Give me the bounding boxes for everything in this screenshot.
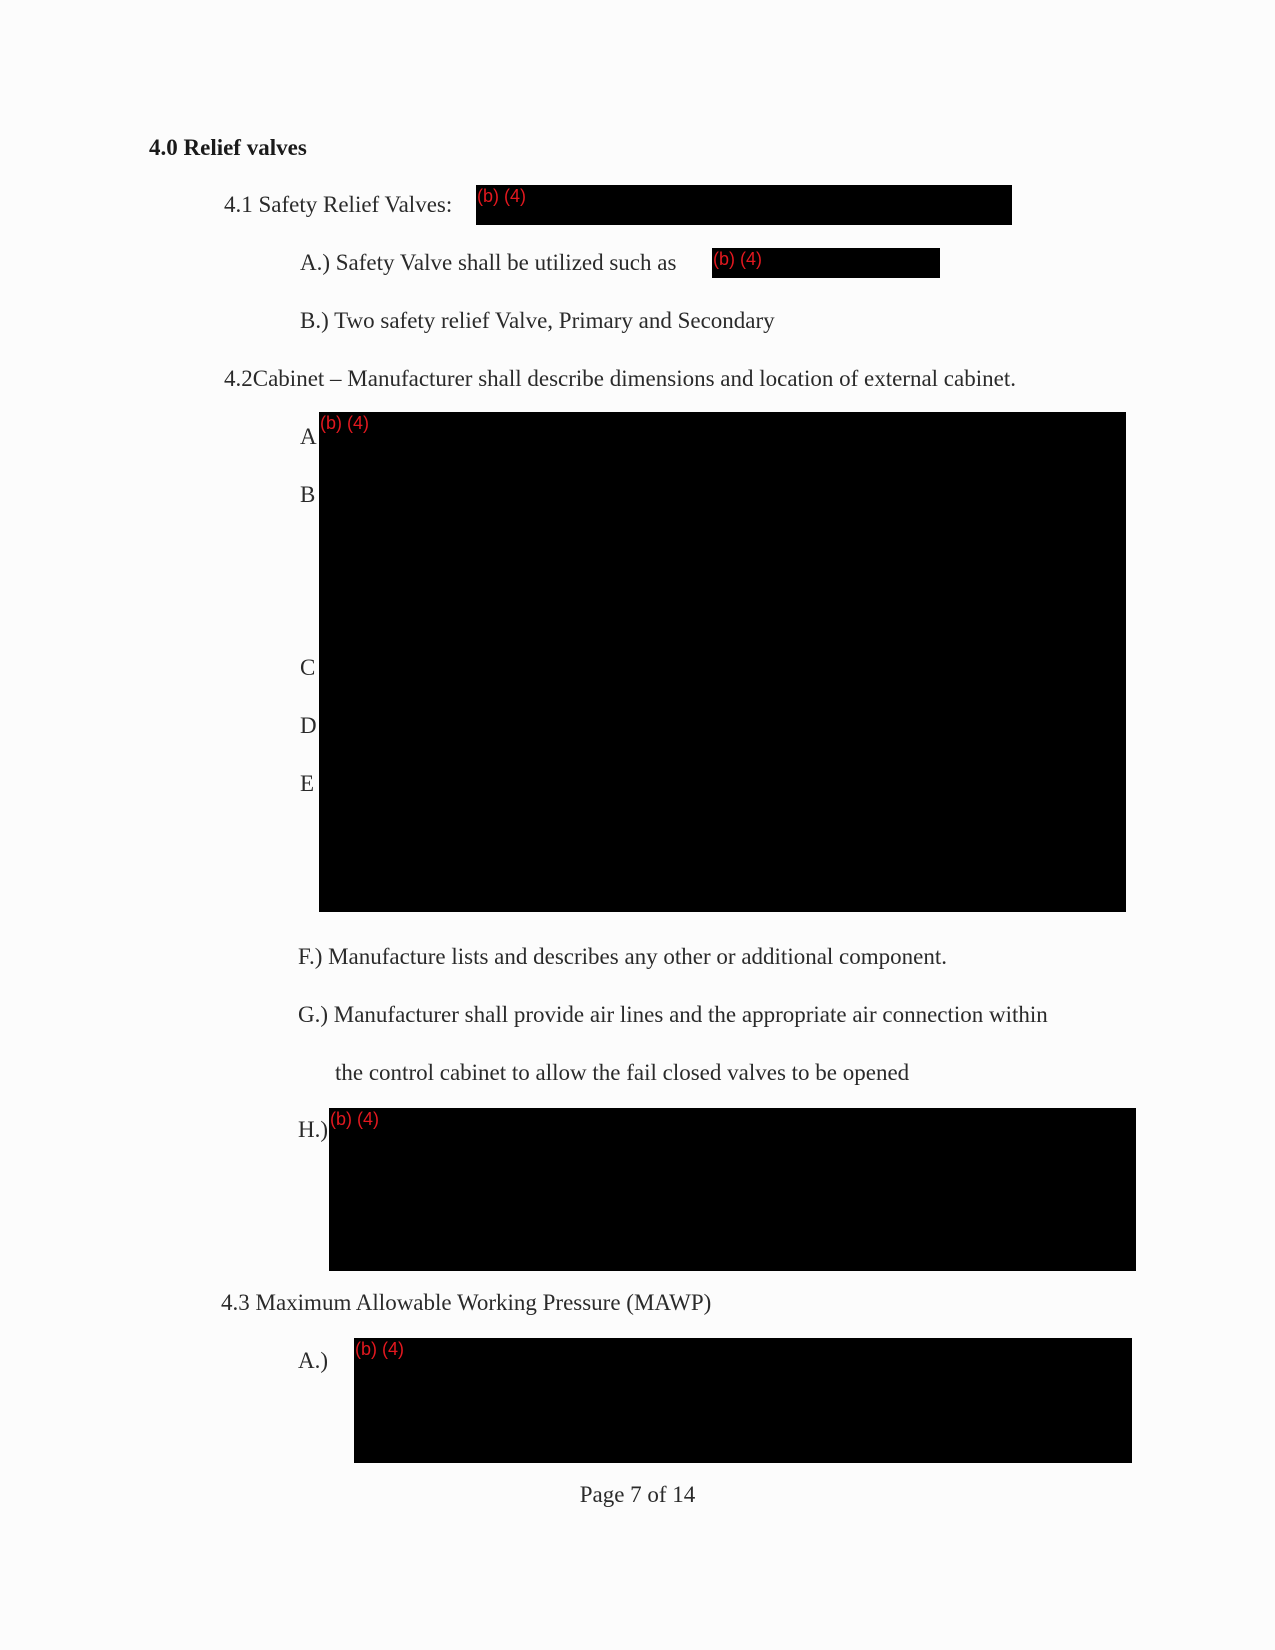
item-4-2-f: F.) Manufacture lists and describes any other or additional component.	[298, 944, 948, 969]
item-4-2-b-letter: B	[300, 482, 316, 507]
item-4-2-g-line1: G.) Manufacturer shall provide air lines and the appropriate air connection within	[298, 1002, 1048, 1027]
item-4-2-e-letter: E	[300, 771, 315, 796]
section-heading: 4.0 Relief valves	[149, 135, 307, 160]
item-4-1-b: B.) Two safety relief Valve, Primary and Secondary	[300, 308, 775, 333]
redaction-box	[319, 412, 1126, 912]
subsection-4-2-label: 4.2Cabinet – Manufacturer shall describe dimensions and location of external cabinet.	[224, 366, 1016, 391]
item-4-2-a-letter: A	[300, 424, 317, 449]
redaction-code-label: (b) (4)	[477, 186, 526, 206]
redaction-code-label: (b) (4)	[713, 249, 762, 269]
redaction-box	[712, 248, 940, 278]
item-4-1-a: A.) Safety Valve shall be utilized such as	[300, 250, 677, 275]
item-4-3-a-label: A.)	[298, 1348, 329, 1373]
redaction-code-label: (b) (4)	[330, 1109, 379, 1129]
redaction-box	[329, 1108, 1136, 1271]
redaction-code-label: (b) (4)	[355, 1339, 404, 1359]
redaction-box	[476, 185, 1012, 225]
page-number: Page 7 of 14	[579, 1482, 696, 1507]
subsection-4-3-label: 4.3 Maximum Allowable Working Pressure (MAWP)	[221, 1290, 712, 1315]
redaction-box	[354, 1338, 1132, 1463]
item-4-2-h-label: H.)	[298, 1117, 329, 1142]
item-4-2-c-letter: C	[300, 655, 316, 680]
item-4-2-g-line2: the control cabinet to allow the fail closed valves to be opened	[335, 1060, 910, 1085]
item-4-2-d-letter: D	[300, 713, 317, 738]
redaction-code-label: (b) (4)	[320, 413, 369, 433]
subsection-4-1-label: 4.1 Safety Relief Valves:	[224, 192, 453, 217]
